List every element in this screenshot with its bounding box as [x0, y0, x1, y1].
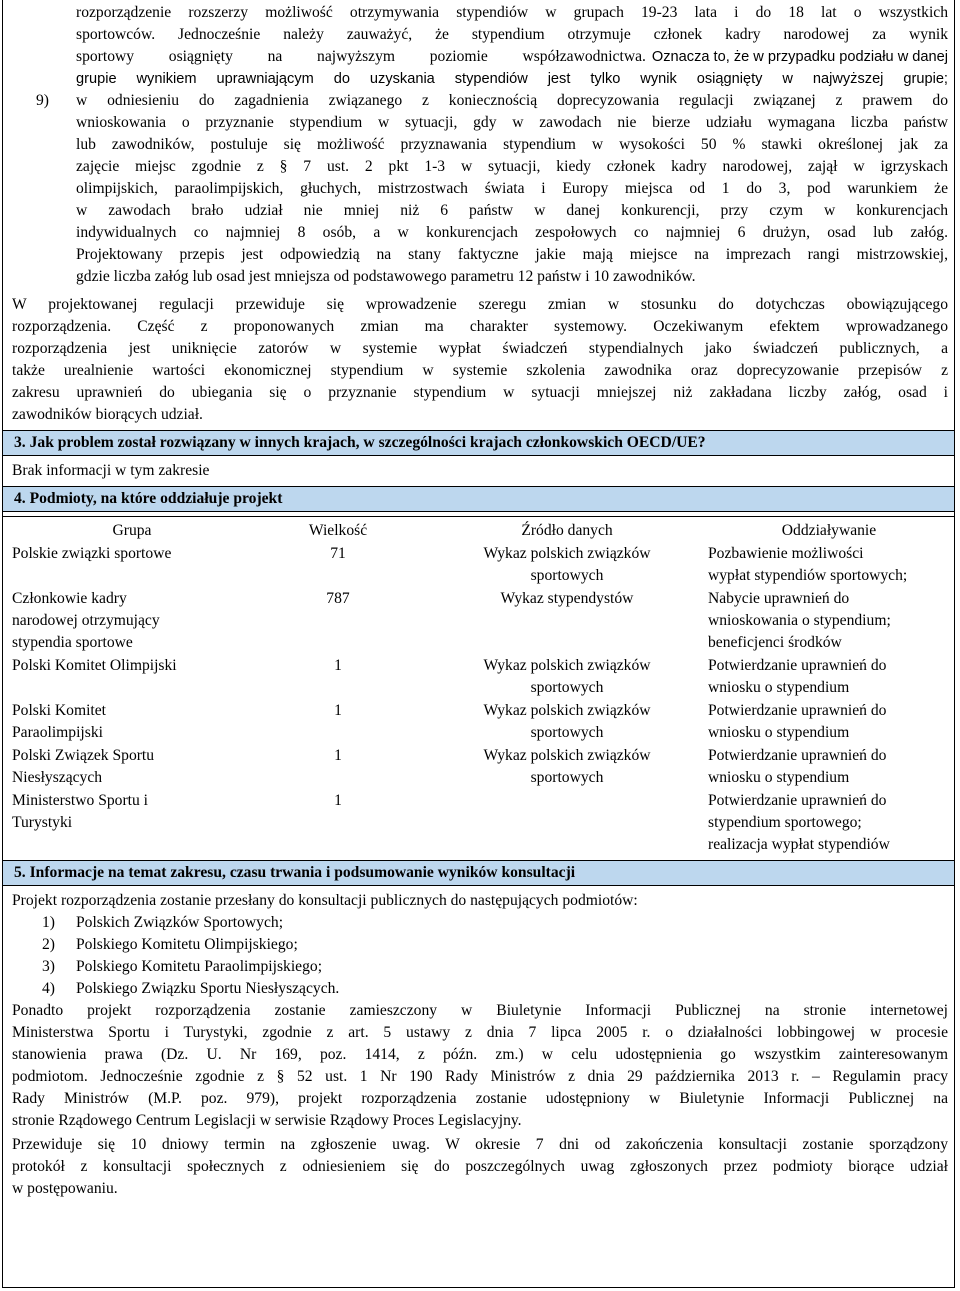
cell-group — [12, 655, 252, 677]
cell-line: wniosku o stypendium — [708, 724, 850, 741]
cell-size: 1 — [334, 747, 342, 764]
point-9-line: indywidualnych co najmniej 8 osób, a w konkurencjach zespołowych co najmniej 6 drużyn, osad lub załóg. — [76, 224, 948, 241]
cell-size: 787 — [326, 590, 350, 607]
cell-group — [12, 790, 252, 834]
section-5-heading: 5. Informacje na temat zakresu, czasu trwania i podsumowanie wyników konsultacji — [14, 864, 576, 881]
cell-line: narodowej otrzymujący — [12, 612, 160, 629]
cell-line: wnioskowania o stypendium; — [708, 612, 891, 629]
cell-source — [424, 655, 710, 699]
intro-line-3-serif: sportowy osiągnięty na najwyższym poziomie współzawodnictwa. — [76, 48, 646, 65]
intro-line-1: rozporządzenie rozszerzy możliwość otrzymywania stypendiów w grupach 19-23 lata i do 18 lat o wszystkich — [76, 4, 948, 21]
cell-source — [424, 745, 710, 789]
cell-line: Polski Związek Sportu — [12, 747, 155, 764]
column-header-group: Grupa — [112, 522, 152, 539]
cell-source — [424, 700, 710, 744]
paragraph-line: Ponadto projekt rozporządzenia zostanie zamieszczony w Biuletynie Informacji Publicznej na stronie internetowej — [12, 1002, 948, 1019]
cell-line: Pozbawienie możliwości — [708, 545, 864, 562]
cell-impact — [708, 655, 950, 699]
section-3-body: Brak informacji w tym zakresie — [12, 462, 210, 479]
summary-line: rozporządzenia. Część z proponowanych zmian ma charakter systemowy. Oczekiwanym efektem wprowadzanego — [12, 318, 948, 335]
paragraph-line: stanowienia prawa (Dz. U. Nr 169, poz. 1414, z późn. zm.) w celu udostępnienia go wszystkim zainteresowanym — [12, 1046, 948, 1063]
cell-size: 1 — [334, 702, 342, 719]
cell-line: Wykaz stypendystów — [500, 590, 634, 607]
intro-line-2: sportowców. Jednocześnie należy zauważyć, że stypendium otrzymuje członek kadry narodowej za wynik — [76, 26, 948, 43]
list-item-text: Polskiego Związku Sportu Niesłyszących. — [76, 980, 340, 997]
summary-line: także urealnienie wartości ekonomicznej stypendium w systemie szkolenia zawodnika oraz doprecyzowanie przepisów z — [12, 362, 948, 379]
cell-line: Wykaz polskich związków — [483, 545, 651, 562]
point-9-number: 9) — [36, 92, 49, 109]
paragraph-line: Ministerstwa Sportu i Turystyki, zgodnie z art. 5 ustawy z dnia 7 lipca 2005 r. o działalności lobbingowej w procesie — [12, 1024, 948, 1041]
cell-line: Nabycie uprawnień do — [708, 590, 850, 607]
cell-line: sportowych — [530, 567, 604, 584]
section-3-heading: 3. Jak problem został rozwiązany w innych krajach, w szczególności krajach członkowskich OECD/UE? — [14, 434, 706, 451]
point-9-line: Projektowany przepis jest odpowiedzią na stany faktyczne jakie mają miejsce na imprezach rangi mistrzowskiej, — [76, 246, 948, 263]
intro-line-3 — [76, 46, 948, 68]
list-item-number: 4) — [42, 980, 55, 997]
section-5-intro: Projekt rozporządzenia zostanie przesłany do konsultacji publicznych do następujących podmiotów: — [12, 892, 638, 909]
cell-line: sportowych — [530, 679, 604, 696]
cell-impact — [708, 700, 950, 744]
cell-line: Potwierdzanie uprawnień do — [708, 702, 887, 719]
list-item-text: Polskiego Komitetu Paraolimpijskiego; — [76, 958, 323, 975]
cell-line: realizacja wypłat stypendiów — [708, 836, 890, 853]
list-item-text: Polskiego Komitetu Olimpijskiego; — [76, 936, 298, 953]
summary-line: zakresu uprawnień do ubiegania się o przyznanie stypendium w sytuacji mniejszej niż zakładana liczby załóg, osad i — [12, 384, 948, 401]
cell-line: Polskie związki sportowe — [12, 545, 172, 562]
list-item-number: 1) — [42, 914, 55, 931]
cell-group — [12, 745, 252, 789]
cell-line: beneficjenci środków — [708, 634, 842, 651]
intro-line-3-sans: Oznacza to, że w przypadku podziału w danej — [651, 49, 948, 65]
point-9-line: w odniesieniu do zagadnienia związanego z koniecznością doprecyzowania regulacji związanej z prawem do — [76, 92, 948, 109]
cell-group — [12, 543, 252, 565]
cell-line: sportowych — [530, 769, 604, 786]
cell-line: Polski Komitet — [12, 702, 107, 719]
point-9-line: w zawodach brało udział nie mniej niż 6 państw w danej konkurencji, przy czym w konkurencjach — [76, 202, 948, 219]
point-9-line: lub zawodników, postuluje się możliwość przyznawania stypendium w wysokości 50 % stawki określonej jak za — [76, 136, 948, 153]
point-9-line: zajęcie miejsc zgodnie z § 7 ust. 2 pkt 1-3 w sytuacji, kiedy członek kadry narodowej, zajął w igrzyskach — [76, 158, 948, 175]
list-item-text: Polskich Związków Sportowych; — [76, 914, 284, 931]
list-item-number: 2) — [42, 936, 55, 953]
cell-line: wniosku o stypendium — [708, 769, 850, 786]
paragraph-line: protokół z konsultacji społecznych z odniesieniem się do poszczególnych uwag zgłoszonych przez podmioty biorące udział — [12, 1158, 948, 1175]
point-9-line: wnioskowania o przyznanie stypendium w sytuacji, gdy w zawodach nie bierze udziału wymagana liczba państw — [76, 114, 948, 131]
cell-impact — [708, 790, 950, 856]
table-top-rule — [3, 516, 954, 517]
cell-line: wniosku o stypendium — [708, 679, 850, 696]
cell-size: 71 — [330, 545, 346, 562]
paragraph-line-last: w postępowaniu. — [12, 1180, 118, 1197]
summary-line: rozporządzenia jest uniknięcie zatorów w systemie wypłat świadczeń stypendialnych jako świadczeń publicznych, a — [12, 340, 948, 357]
list-item-number: 3) — [42, 958, 55, 975]
cell-impact — [708, 543, 950, 587]
cell-line: Turystyki — [12, 814, 73, 831]
cell-line: Wykaz polskich związków — [483, 747, 651, 764]
cell-line: Potwierdzanie uprawnień do — [708, 792, 887, 809]
cell-line: Ministerstwo Sportu i — [12, 792, 149, 809]
column-header-impact: Oddziaływanie — [781, 522, 877, 539]
summary-line-last: zawodników biorących udział. — [12, 406, 203, 423]
cell-line: Wykaz polskich związków — [483, 702, 651, 719]
summary-line: W projektowanej regulacji przewiduje się wprowadzenie szeregu zmian w stosunku do dotychczas obowiązującego — [12, 296, 948, 313]
point-9-line: olimpijskich, paraolimpijskich, głuchych, mistrzostwach świata i Europy miejsca od 1 do 3, pod warunkiem że — [76, 180, 948, 197]
cell-impact — [708, 588, 950, 654]
cell-line: Polski Komitet Olimpijski — [12, 657, 177, 674]
cell-source — [424, 543, 710, 587]
paragraph-line: podmiotom. Jednocześnie zgodnie z § 52 ust. 1 Nr 190 Rady Ministrów z dnia 29 października 2013 r. – Regulamin pracy — [12, 1068, 948, 1085]
cell-size: 1 — [334, 792, 342, 809]
cell-line: wypłat stypendiów sportowych; — [708, 567, 908, 584]
cell-group — [12, 588, 252, 654]
cell-line: Członkowie kadry — [12, 590, 127, 607]
cell-line: Niesłyszących — [12, 769, 103, 786]
cell-source — [424, 588, 710, 610]
intro-line-4: grupie wynikiem uprawniającym do uzyskania stypendiów jest tylko wynik osiągnięty w najwyższej grupie; — [76, 71, 948, 87]
cell-line: Potwierdzanie uprawnień do — [708, 747, 887, 764]
cell-line: Wykaz polskich związków — [483, 657, 651, 674]
cell-line: stypendium sportowego; — [708, 814, 862, 831]
paragraph-line: Rady Ministrów (M.P. poz. 979), projekt rozporządzenia zostanie udostępniony w Biuletynie Informacji Publicznej na — [12, 1090, 948, 1107]
cell-size: 1 — [334, 657, 342, 674]
cell-line: Paraolimpijski — [12, 724, 103, 741]
cell-line: sportowych — [530, 724, 604, 741]
point-9-line-last: gdzie liczba załóg lub osad jest mniejsza od podstawowego parametru 12 państw i 10 zawodników. — [76, 268, 696, 285]
cell-line: Potwierdzanie uprawnień do — [708, 657, 887, 674]
cell-group — [12, 700, 252, 744]
paragraph-line: Przewiduje się 10 dniowy termin na zgłoszenie uwag. W okresie 7 dni od zakończenia konsultacji zostanie sporządzony — [12, 1136, 948, 1153]
cell-line: stypendia sportowe — [12, 634, 133, 651]
paragraph-line-last: stronie Rządowego Centrum Legislacji w serwisie Rządowy Proces Legislacyjny. — [12, 1112, 522, 1129]
section-4-heading: 4. Podmioty, na które oddziałuje projekt — [14, 490, 283, 507]
column-header-size: Wielkość — [308, 522, 368, 539]
cell-impact — [708, 745, 950, 789]
column-header-source: Źródło danych — [521, 522, 613, 539]
